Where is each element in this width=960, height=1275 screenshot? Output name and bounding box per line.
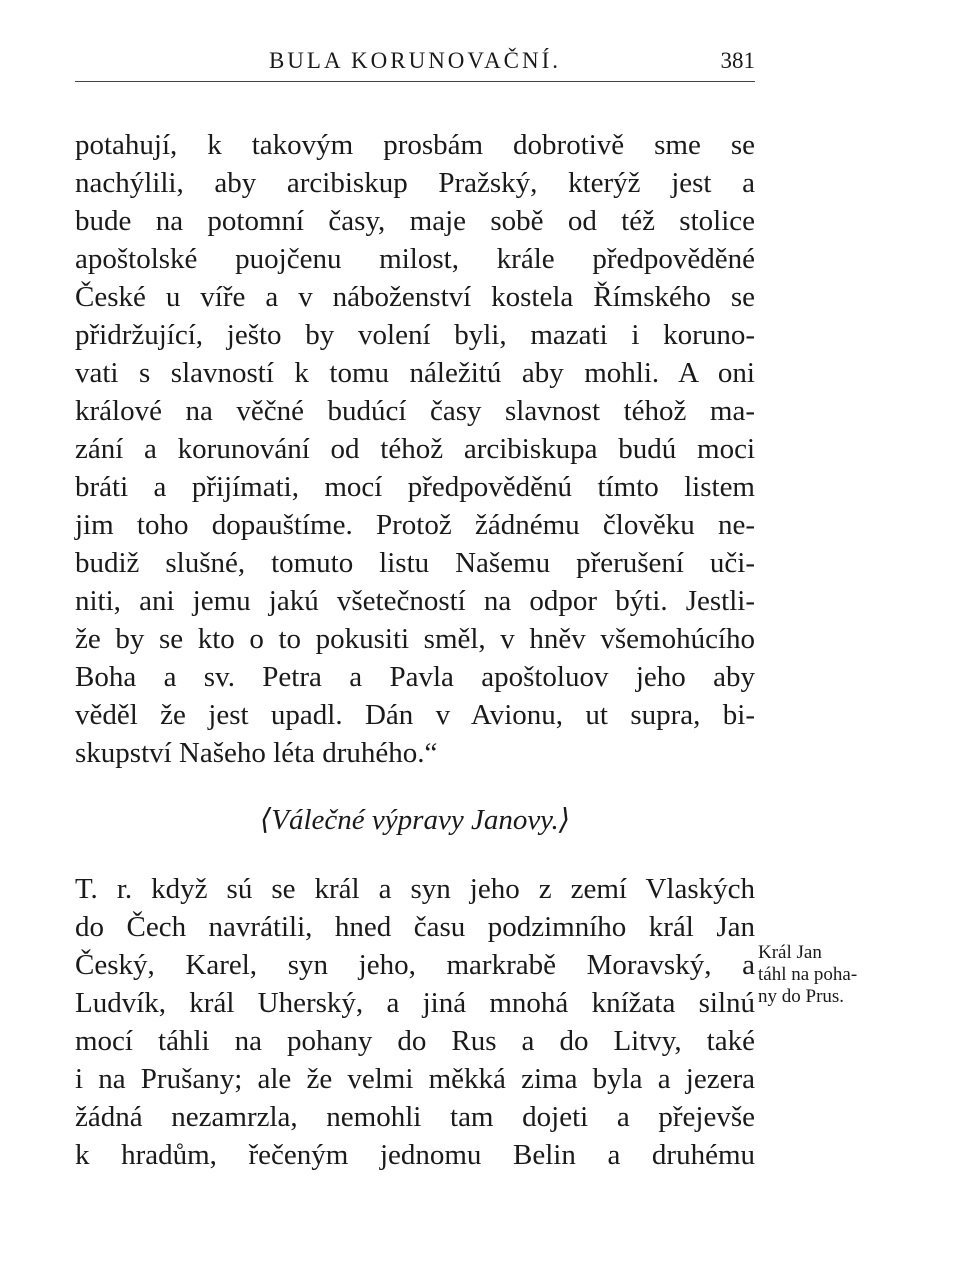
paragraph-1	[75, 126, 755, 772]
header-rule	[75, 81, 755, 82]
text-line: nachýlili, aby arcibiskup Pražský, kterýž jest a	[75, 167, 755, 199]
running-title: BULA KORUNOVAČNÍ.	[268, 48, 562, 73]
text-line: mocí táhli na pohany do Rus a do Litvy, také	[75, 1025, 755, 1057]
margin-note-line: ny do Prus.	[758, 986, 845, 1007]
margin-note-line: Král Jan	[758, 942, 822, 963]
text-line: České u víře a v náboženství kostela Římského se	[75, 281, 755, 313]
text-line: že by se kto o to pokusiti směl, v hněv všemohúcího	[75, 623, 755, 655]
text-line: skupství Našeho léta druhého.“	[75, 737, 438, 769]
text-line: T. r. když sú se král a syn jeho z zemí Vlaských	[75, 873, 755, 905]
text-line: králové na věčné budúcí časy slavnost téhož ma-	[75, 395, 755, 427]
text-line: budiž slušné, tomuto listu Našemu přerušení uči-	[75, 547, 755, 579]
text-line: Ludvík, král Uherský, a jiná mnohá knížata silnú	[75, 987, 755, 1019]
text-line: žádná nezamrzla, nemohli tam dojeti a přejevše	[75, 1101, 755, 1133]
text-line: Český, Karel, syn jeho, markrabě Moravský, a	[75, 949, 755, 981]
text-line: věděl že jest upadl. Dán v Avionu, ut supra, bi-	[75, 699, 755, 731]
section-heading: ⟨Válečné výpravy Janovy.⟩	[259, 804, 571, 836]
text-line: vati s slavností k tomu náležitú aby mohli. A oni	[75, 357, 755, 389]
text-line: potahují, k takovým prosbám dobrotivě sme se	[75, 129, 755, 161]
text-line: apoštolské puojčenu milost, krále předpověděné	[75, 243, 755, 275]
running-head	[75, 44, 755, 78]
text-line: jim toho dopauštíme. Protož žádnému člověku ne-	[75, 509, 755, 541]
text-line: zání a korunování od téhož arcibiskupa budú moci	[75, 433, 755, 465]
text-line: i na Prušany; ale že velmi měkká zima byla a jezera	[75, 1063, 755, 1095]
text-line: niti, ani jemu jakú všetečností na odpor býti. Jestli-	[75, 585, 755, 617]
text-line: bude na potomní časy, maje sobě od též stolice	[75, 205, 755, 237]
margin-note	[758, 942, 898, 1008]
text-line: přidržující, ješto by volení byli, mazati i koruno-	[75, 319, 755, 351]
page-number: 381	[720, 48, 755, 73]
paragraph-2	[75, 870, 755, 1174]
text-line: k hradům, řečeným jednomu Belin a druhému	[75, 1139, 755, 1171]
text-line: Boha a sv. Petra a Pavla apoštoluov jeho aby	[75, 661, 755, 693]
text-line: do Čech navrátili, hned času podzimního král Jan	[75, 911, 755, 943]
margin-note-line: táhl na poha-	[758, 964, 858, 985]
text-line: bráti a přijímati, mocí předpověděnú tímto listem	[75, 471, 755, 503]
